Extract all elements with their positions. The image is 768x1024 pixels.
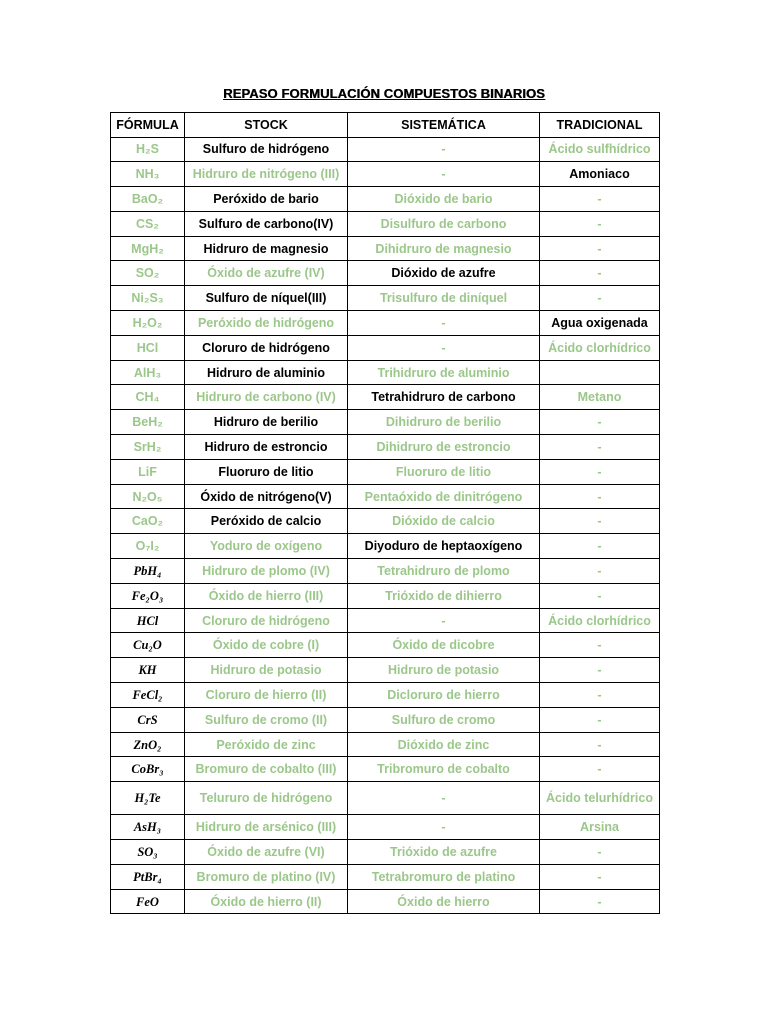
cell-formula: CH₄: [111, 385, 185, 410]
table-row: [111, 311, 660, 336]
cell-formula: AsH₃: [111, 815, 185, 840]
cell-tradicional: Ácido telurhídrico: [540, 782, 660, 815]
cell-formula: NH₃: [111, 162, 185, 187]
cell-tradicional: Ácido sulfhídrico: [540, 137, 660, 162]
header-stock: STOCK: [185, 113, 348, 138]
table-body: [111, 137, 660, 914]
cell-formula: SO₂: [111, 261, 185, 286]
table-row: [111, 286, 660, 311]
cell-tradicional: -: [540, 261, 660, 286]
cell-tradicional: Metano: [540, 385, 660, 410]
cell-stock: Sulfuro de carbono(IV): [185, 211, 348, 236]
table-row: [111, 236, 660, 261]
header-sistematica: SISTEMÁTICA: [348, 113, 540, 138]
cell-tradicional: -: [540, 864, 660, 889]
cell-formula: BaO₂: [111, 187, 185, 212]
table-header-row: [111, 113, 660, 138]
table-row: [111, 187, 660, 212]
cell-stock: Óxido de cobre (I): [185, 633, 348, 658]
page-title: REPASO FORMULACIÓN COMPUESTOS BINARIOS: [223, 86, 545, 101]
table-row: [111, 707, 660, 732]
cell-sistematica: Dicloruro de hierro: [348, 683, 540, 708]
cell-sistematica: -: [348, 608, 540, 633]
table-row: [111, 583, 660, 608]
cell-formula: CrS: [111, 707, 185, 732]
cell-tradicional: -: [540, 583, 660, 608]
cell-sistematica: Tetrahidruro de plomo: [348, 559, 540, 584]
table-row: [111, 782, 660, 815]
cell-sistematica: Dióxido de calcio: [348, 509, 540, 534]
cell-sistematica: -: [348, 782, 540, 815]
cell-stock: Cloruro de hierro (II): [185, 683, 348, 708]
cell-stock: Hidruro de aluminio: [185, 360, 348, 385]
cell-tradicional: -: [540, 707, 660, 732]
cell-stock: Sulfuro de cromo (II): [185, 707, 348, 732]
cell-stock: Peróxido de bario: [185, 187, 348, 212]
cell-sistematica: Tetrabromuro de platino: [348, 864, 540, 889]
cell-formula: LiF: [111, 459, 185, 484]
table-row: [111, 385, 660, 410]
table-row: [111, 683, 660, 708]
cell-stock: Hidruro de plomo (IV): [185, 559, 348, 584]
cell-tradicional: Ácido clorhídrico: [540, 608, 660, 633]
cell-sistematica: -: [348, 137, 540, 162]
formulation-table: [110, 112, 660, 914]
table-row: [111, 889, 660, 914]
cell-formula: SO₃: [111, 840, 185, 865]
table-row: [111, 360, 660, 385]
cell-tradicional: -: [540, 211, 660, 236]
table-row: [111, 484, 660, 509]
cell-tradicional: Amoniaco: [540, 162, 660, 187]
cell-formula: KH: [111, 658, 185, 683]
cell-stock: Telururo de hidrógeno: [185, 782, 348, 815]
table-row: [111, 162, 660, 187]
cell-sistematica: Diyoduro de heptaoxígeno: [348, 534, 540, 559]
cell-tradicional: Ácido clorhídrico: [540, 335, 660, 360]
cell-stock: Hidruro de nitrógeno (III): [185, 162, 348, 187]
cell-sistematica: Dihidruro de berilio: [348, 410, 540, 435]
cell-formula: SrH₂: [111, 435, 185, 460]
cell-stock: Yoduro de oxígeno: [185, 534, 348, 559]
cell-formula: FeCl₂: [111, 683, 185, 708]
cell-tradicional: -: [540, 633, 660, 658]
cell-formula: HCl: [111, 335, 185, 360]
cell-stock: Óxido de hierro (II): [185, 889, 348, 914]
cell-stock: Peróxido de zinc: [185, 732, 348, 757]
cell-stock: Cloruro de hidrógeno: [185, 608, 348, 633]
cell-sistematica: Dihidruro de estroncio: [348, 435, 540, 460]
cell-formula: ZnO₂: [111, 732, 185, 757]
cell-sistematica: Tetrahidruro de carbono: [348, 385, 540, 410]
cell-sistematica: -: [348, 311, 540, 336]
table-row: [111, 435, 660, 460]
cell-tradicional: -: [540, 459, 660, 484]
cell-tradicional: -: [540, 236, 660, 261]
cell-tradicional: -: [540, 840, 660, 865]
cell-tradicional: -: [540, 187, 660, 212]
cell-stock: Hidruro de magnesio: [185, 236, 348, 261]
cell-sistematica: Dihidruro de magnesio: [348, 236, 540, 261]
table-row: [111, 261, 660, 286]
cell-sistematica: Óxido de dicobre: [348, 633, 540, 658]
cell-stock: Hidruro de berilio: [185, 410, 348, 435]
cell-stock: Bromuro de cobalto (III): [185, 757, 348, 782]
cell-tradicional: [540, 360, 660, 385]
cell-tradicional: -: [540, 683, 660, 708]
cell-stock: Fluoruro de litio: [185, 459, 348, 484]
cell-sistematica: Trióxido de azufre: [348, 840, 540, 865]
table-row: [111, 633, 660, 658]
cell-tradicional: -: [540, 658, 660, 683]
cell-formula: CoBr₃: [111, 757, 185, 782]
cell-sistematica: Sulfuro de cromo: [348, 707, 540, 732]
table-row: [111, 335, 660, 360]
cell-formula: H₂Te: [111, 782, 185, 815]
table-row: [111, 534, 660, 559]
cell-tradicional: -: [540, 889, 660, 914]
cell-sistematica: Óxido de hierro: [348, 889, 540, 914]
cell-sistematica: Dióxido de zinc: [348, 732, 540, 757]
table-row: [111, 732, 660, 757]
cell-sistematica: Trihidruro de aluminio: [348, 360, 540, 385]
cell-stock: Óxido de hierro (III): [185, 583, 348, 608]
cell-formula: O₇I₂: [111, 534, 185, 559]
cell-stock: Óxido de azufre (VI): [185, 840, 348, 865]
cell-formula: CaO₂: [111, 509, 185, 534]
cell-formula: CS₂: [111, 211, 185, 236]
table-row: [111, 559, 660, 584]
header-formula: FÓRMULA: [111, 113, 185, 138]
cell-formula: Fe₂O₃: [111, 583, 185, 608]
cell-tradicional: -: [540, 410, 660, 435]
cell-formula: AlH₃: [111, 360, 185, 385]
table-row: [111, 608, 660, 633]
cell-stock: Hidruro de estroncio: [185, 435, 348, 460]
cell-stock: Peróxido de calcio: [185, 509, 348, 534]
cell-formula: PbH₄: [111, 559, 185, 584]
table-row: [111, 211, 660, 236]
cell-formula: H₂S: [111, 137, 185, 162]
table-row: [111, 658, 660, 683]
cell-formula: Ni₂S₃: [111, 286, 185, 311]
cell-sistematica: -: [348, 815, 540, 840]
cell-formula: Cu₂O: [111, 633, 185, 658]
cell-stock: Peróxido de hidrógeno: [185, 311, 348, 336]
table-row: [111, 864, 660, 889]
cell-sistematica: -: [348, 335, 540, 360]
cell-tradicional: -: [540, 509, 660, 534]
cell-stock: Bromuro de platino (IV): [185, 864, 348, 889]
cell-sistematica: Tribromuro de cobalto: [348, 757, 540, 782]
cell-tradicional: -: [540, 534, 660, 559]
table-row: [111, 757, 660, 782]
cell-sistematica: Dióxido de azufre: [348, 261, 540, 286]
cell-tradicional: Arsina: [540, 815, 660, 840]
table-row: [111, 840, 660, 865]
cell-formula: PtBr₄: [111, 864, 185, 889]
table-row: [111, 459, 660, 484]
cell-stock: Óxido de azufre (IV): [185, 261, 348, 286]
cell-stock: Hidruro de potasio: [185, 658, 348, 683]
cell-sistematica: Hidruro de potasio: [348, 658, 540, 683]
table-row: [111, 410, 660, 435]
cell-stock: Hidruro de arsénico (III): [185, 815, 348, 840]
table-row: [111, 509, 660, 534]
cell-formula: H₂O₂: [111, 311, 185, 336]
cell-sistematica: Trióxido de dihierro: [348, 583, 540, 608]
cell-stock: Hidruro de carbono (IV): [185, 385, 348, 410]
cell-tradicional: -: [540, 484, 660, 509]
cell-stock: Cloruro de hidrógeno: [185, 335, 348, 360]
cell-formula: N₂O₅: [111, 484, 185, 509]
cell-formula: HCl: [111, 608, 185, 633]
cell-sistematica: Dióxido de bario: [348, 187, 540, 212]
table-row: [111, 137, 660, 162]
cell-sistematica: Fluoruro de litio: [348, 459, 540, 484]
cell-tradicional: -: [540, 757, 660, 782]
cell-stock: Sulfuro de hidrógeno: [185, 137, 348, 162]
cell-stock: Sulfuro de níquel(III): [185, 286, 348, 311]
cell-sistematica: Pentaóxido de dinitrógeno: [348, 484, 540, 509]
cell-formula: FeO: [111, 889, 185, 914]
header-tradicional: TRADICIONAL: [540, 113, 660, 138]
cell-formula: BeH₂: [111, 410, 185, 435]
cell-formula: MgH₂: [111, 236, 185, 261]
cell-sistematica: -: [348, 162, 540, 187]
cell-stock: Óxido de nitrógeno(V): [185, 484, 348, 509]
cell-tradicional: -: [540, 559, 660, 584]
table-row: [111, 815, 660, 840]
cell-tradicional: -: [540, 435, 660, 460]
cell-tradicional: -: [540, 732, 660, 757]
cell-tradicional: Agua oxigenada: [540, 311, 660, 336]
cell-tradicional: -: [540, 286, 660, 311]
cell-sistematica: Trisulfuro de diníquel: [348, 286, 540, 311]
cell-sistematica: Disulfuro de carbono: [348, 211, 540, 236]
